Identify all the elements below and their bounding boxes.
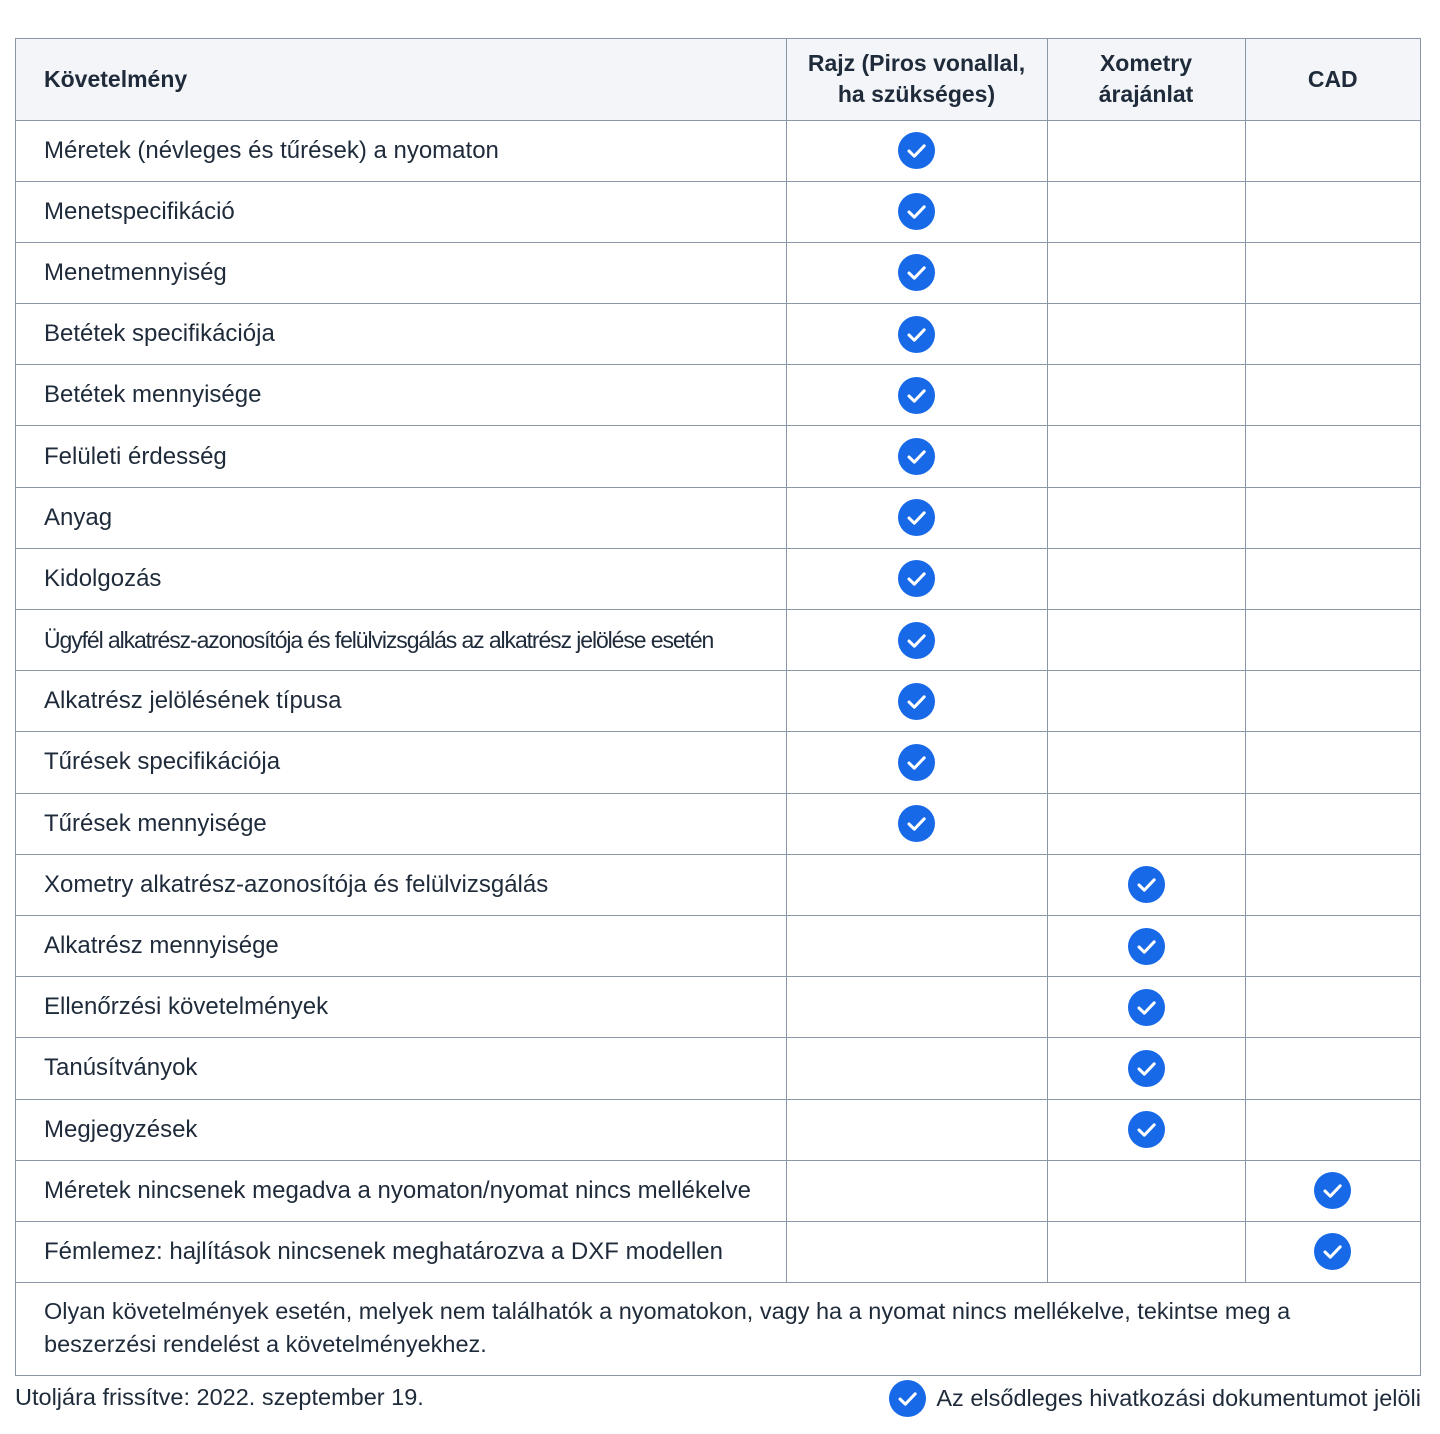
table-row <box>16 671 1420 732</box>
check-circle-icon <box>1314 1233 1351 1270</box>
cell-cad <box>1245 120 1420 181</box>
cell-quote <box>1047 793 1245 854</box>
cell-quote <box>1047 548 1245 609</box>
cell-cad <box>1245 671 1420 732</box>
requirement-label: Alkatrész jelölésének típusa <box>16 671 786 732</box>
cell-cad <box>1245 487 1420 548</box>
cell-drawing <box>786 1160 1047 1221</box>
cell-quote <box>1047 854 1245 915</box>
requirement-label: Méretek nincsenek megadva a nyomaton/nyomat nincs mellékelve <box>16 1160 786 1221</box>
cell-drawing <box>786 1221 1047 1282</box>
check-circle-icon <box>1128 1111 1165 1148</box>
cell-quote <box>1047 120 1245 181</box>
header-drawing <box>786 39 1047 120</box>
cell-drawing <box>786 977 1047 1038</box>
cell-cad <box>1245 793 1420 854</box>
table-row <box>16 732 1420 793</box>
header-quote-line1: Xometry <box>1099 50 1193 77</box>
table-row <box>16 1221 1420 1282</box>
check-circle-icon <box>1128 928 1165 965</box>
check-circle-icon <box>898 438 935 475</box>
cell-drawing <box>786 120 1047 181</box>
check-circle-icon <box>898 254 935 291</box>
cell-quote <box>1047 242 1245 303</box>
table-note: Olyan követelmények esetén, melyek nem találhatók a nyomatokon, vagy ha a nyomat nincs mellékelve, tekintse meg a beszerzési rendelést a követelményekhez. <box>44 1298 1291 1358</box>
table-row <box>16 793 1420 854</box>
table-row <box>16 915 1420 976</box>
cell-cad <box>1245 1038 1420 1099</box>
check-circle-icon <box>898 560 935 597</box>
table-row <box>16 610 1420 671</box>
requirements-table <box>16 39 1420 1375</box>
cell-drawing <box>786 610 1047 671</box>
cell-quote <box>1047 304 1245 365</box>
requirement-label: Méretek (névleges és tűrések) a nyomaton <box>16 120 786 181</box>
check-circle-icon <box>898 377 935 414</box>
requirement-label: Anyag <box>16 487 786 548</box>
cell-drawing <box>786 732 1047 793</box>
cell-cad <box>1245 854 1420 915</box>
cell-drawing <box>786 671 1047 732</box>
note-row <box>16 1283 1420 1376</box>
cell-quote <box>1047 365 1245 426</box>
cell-drawing <box>786 915 1047 976</box>
cell-cad <box>1245 365 1420 426</box>
requirement-label: Tűrések mennyisége <box>16 793 786 854</box>
cell-drawing <box>786 548 1047 609</box>
requirement-label: Megjegyzések <box>16 1099 786 1160</box>
table-row <box>16 426 1420 487</box>
check-circle-icon <box>889 1380 926 1417</box>
check-circle-icon <box>1314 1172 1351 1209</box>
cell-quote <box>1047 977 1245 1038</box>
check-circle-icon <box>898 805 935 842</box>
table-row <box>16 854 1420 915</box>
cell-drawing <box>786 426 1047 487</box>
table-row <box>16 304 1420 365</box>
cell-drawing <box>786 1099 1047 1160</box>
cell-cad <box>1245 732 1420 793</box>
cell-quote <box>1047 671 1245 732</box>
cell-cad <box>1245 426 1420 487</box>
last-updated-text: Utoljára frissítve: 2022. szeptember 19. <box>15 1384 424 1410</box>
cell-quote <box>1047 487 1245 548</box>
requirement-label: Tűrések specifikációja <box>16 732 786 793</box>
header-cad: CAD <box>1245 39 1420 120</box>
table-row <box>16 977 1420 1038</box>
footer <box>15 1380 1421 1420</box>
check-circle-icon <box>898 193 935 230</box>
cell-cad <box>1245 610 1420 671</box>
requirement-label: Xometry alkatrész-azonosítója és felülvizsgálás <box>16 854 786 915</box>
table-row <box>16 1160 1420 1221</box>
cell-quote <box>1047 426 1245 487</box>
cell-cad <box>1245 1221 1420 1282</box>
cell-cad <box>1245 181 1420 242</box>
cell-drawing <box>786 304 1047 365</box>
cell-quote <box>1047 1221 1245 1282</box>
table-row <box>16 365 1420 426</box>
table-header-row <box>16 39 1420 120</box>
requirement-label: Menetspecifikáció <box>16 181 786 242</box>
requirement-label: Felületi érdesség <box>16 426 786 487</box>
cell-cad <box>1245 1160 1420 1221</box>
cell-drawing <box>786 854 1047 915</box>
cell-cad <box>1245 1099 1420 1160</box>
requirement-label: Ügyfél alkatrész-azonosítója és felülvizsgálás az alkatrész jelölése esetén <box>16 610 786 671</box>
check-circle-icon <box>898 622 935 659</box>
requirement-label: Alkatrész mennyisége <box>16 915 786 976</box>
check-circle-icon <box>1128 866 1165 903</box>
table-row <box>16 120 1420 181</box>
cell-quote <box>1047 610 1245 671</box>
cell-cad <box>1245 242 1420 303</box>
cell-quote <box>1047 1038 1245 1099</box>
cell-quote <box>1047 915 1245 976</box>
check-circle-icon <box>1128 989 1165 1026</box>
requirement-label: Menetmennyiség <box>16 242 786 303</box>
header-quote <box>1047 39 1245 120</box>
table-body <box>16 120 1420 1375</box>
cell-drawing <box>786 1038 1047 1099</box>
cell-drawing <box>786 181 1047 242</box>
cell-cad <box>1245 304 1420 365</box>
cell-cad <box>1245 915 1420 976</box>
cell-quote <box>1047 732 1245 793</box>
header-requirement: Követelmény <box>16 39 786 120</box>
check-circle-icon <box>898 316 935 353</box>
cell-drawing <box>786 365 1047 426</box>
check-circle-icon <box>1128 1050 1165 1087</box>
cell-cad <box>1245 977 1420 1038</box>
cell-drawing <box>786 242 1047 303</box>
table-row <box>16 1038 1420 1099</box>
table-row <box>16 181 1420 242</box>
requirement-label: Kidolgozás <box>16 548 786 609</box>
table-row <box>16 1099 1420 1160</box>
requirement-label: Betétek specifikációja <box>16 304 786 365</box>
header-quote-line2: árajánlat <box>1098 81 1194 108</box>
requirements-table-container <box>15 38 1421 1376</box>
cell-quote <box>1047 1160 1245 1221</box>
check-circle-icon <box>898 744 935 781</box>
check-circle-icon <box>898 683 935 720</box>
requirement-label: Ellenőrzési követelmények <box>16 977 786 1038</box>
requirement-label: Fémlemez: hajlítások nincsenek meghatározva a DXF modellen <box>16 1221 786 1282</box>
header-drawing-line2: ha szükséges) <box>837 81 996 108</box>
check-circle-icon <box>898 132 935 169</box>
legend-text: Az elsődleges hivatkozási dokumentumot jelöli <box>936 1385 1421 1411</box>
cell-drawing <box>786 793 1047 854</box>
table-row <box>16 487 1420 548</box>
requirement-label: Tanúsítványok <box>16 1038 786 1099</box>
requirement-label: Betétek mennyisége <box>16 365 786 426</box>
legend <box>889 1380 1421 1417</box>
cell-quote <box>1047 1099 1245 1160</box>
cell-quote <box>1047 181 1245 242</box>
table-row <box>16 548 1420 609</box>
cell-drawing <box>786 487 1047 548</box>
header-drawing-line1: Rajz (Piros vonallal, <box>807 50 1026 77</box>
cell-cad <box>1245 548 1420 609</box>
table-row <box>16 242 1420 303</box>
check-circle-icon <box>898 499 935 536</box>
